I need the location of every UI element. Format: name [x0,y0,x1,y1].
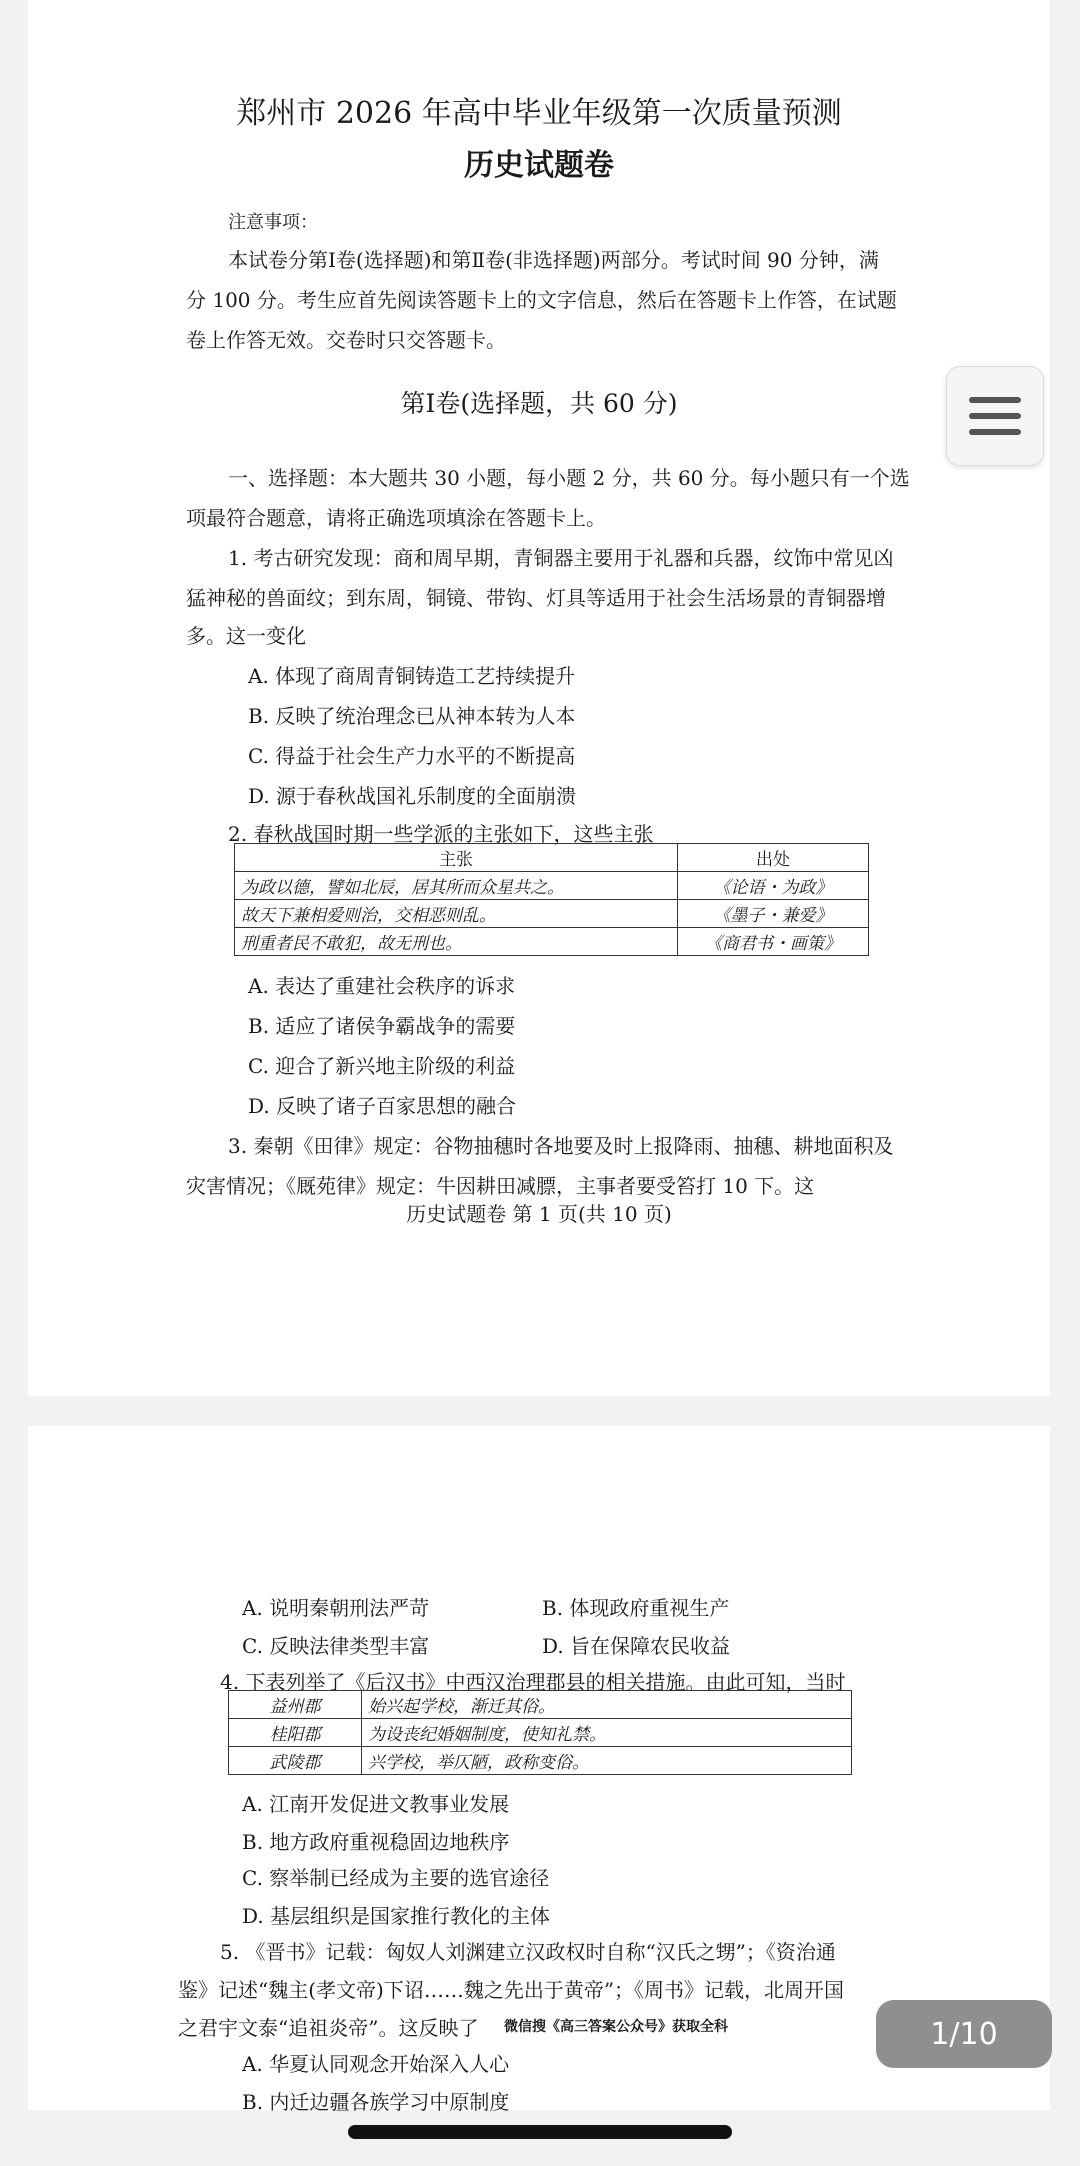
table-cell: 故天下兼相爱则治，交相恶则乱。 [235,900,678,928]
table-cell: 武陵郡 [229,1747,362,1775]
q1-option-d: D. 源于春秋战国礼乐制度的全面崩溃 [248,784,577,808]
table-cell: 兴学校，举仄陋，政称变俗。 [362,1747,852,1775]
q2-table [234,843,869,956]
q4-option-a: A. 江南开发促进文教事业发展 [242,1792,510,1816]
q1-stem-line: 1. 考古研究发现：商和周早期，青铜器主要用于礼器和兵器，纹饰中常见凶 [228,546,894,570]
table-header: 主张 [235,844,678,872]
table-cell: 益州郡 [229,1691,362,1719]
q5-option-a: A. 华夏认同观念开始深入人心 [242,2052,510,2076]
table-row [229,1719,852,1747]
q4-option-b: B. 地方政府重视稳固边地秩序 [242,1830,510,1854]
hamburger-menu-icon [969,397,1021,403]
table-cell: 始兴起学校，渐迁其俗。 [362,1691,852,1719]
q3-stem-line: 3. 秦朝《田律》规定：谷物抽穗时各地要及时上报降雨、抽穗、耕地面积及 [228,1134,894,1158]
hamburger-menu-button[interactable] [946,366,1044,466]
q5-option-b: B. 内迁边疆各族学习中原制度 [242,2090,510,2114]
table-cell: 《论语・为政》 [678,872,869,900]
q5-stem-line: 5. 《晋书》记载：匈奴人刘渊建立汉政权时自称“汉氏之甥”；《资治通 [220,1940,836,1964]
q1-option-a: A. 体现了商周青铜铸造工艺持续提升 [248,664,576,688]
table-row [235,872,869,900]
q1-option-b: B. 反映了统治理念已从神本转为人本 [248,704,576,728]
table-row [235,928,869,956]
q2-option-b: B. 适应了诸侯争霸战争的需要 [248,1014,516,1038]
q2-stem: 2. 春秋战国时期一些学派的主张如下，这些主张 [228,822,654,846]
q1-stem-line: 猛神秘的兽面纹；到东周，铜镜、带钩、灯具等适用于社会生活场景的青铜器增 [186,586,886,610]
instruction-line: 项最符合题意，请将正确选项填涂在答题卡上。 [186,506,606,530]
q4-table [228,1690,852,1775]
notice-line: 本试卷分第Ⅰ卷(选择题)和第Ⅱ卷(非选择题)两部分。考试时间 90 分钟，满 [228,248,879,272]
q4-option-c: C. 察举制已经成为主要的选官途径 [242,1866,550,1890]
q1-stem-line: 多。这一变化 [186,624,306,648]
q2-option-d: D. 反映了诸子百家思想的融合 [248,1094,517,1118]
q2-option-c: C. 迎合了新兴地主阶级的利益 [248,1054,516,1078]
notice-label: 注意事项： [228,212,318,233]
table-header-row [235,844,869,872]
table-row [229,1691,852,1719]
instruction-line: 一、选择题：本大题共 30 小题，每小题 2 分，共 60 分。每小题只有一个选 [228,466,910,490]
q2-option-a: A. 表达了重建社会秩序的诉求 [248,974,516,998]
table-cell: 刑重者民不敢犯，故无刑也。 [235,928,678,956]
home-indicator-bar[interactable] [348,2125,732,2139]
table-cell: 《商君书・画策》 [678,928,869,956]
q3-option-d: D. 旨在保障农民收益 [542,1634,731,1658]
table-header: 出处 [678,844,869,872]
q4-option-d: D. 基层组织是国家推行教化的主体 [242,1904,551,1928]
q4-stem: 4. 下表列举了《后汉书》中西汉治理郡县的相关措施。由此可知，当时 [220,1670,846,1694]
q3-stem-line: 灾害情况；《厩苑律》规定：牛因耕田减膘，主事者要受笞打 10 下。这 [186,1174,815,1198]
q5-stem-line: 鉴》记述“魏主(孝文帝)下诏……魏之先出于黄帝”；《周书》记载，北周开国 [178,1978,845,2002]
table-cell: 为政以德，譬如北辰，居其所而众星共之。 [235,872,678,900]
page-counter-badge[interactable]: 1/10 [876,2000,1052,2068]
exam-subtitle: 历史试题卷 [464,148,614,183]
q3-option-b: B. 体现政府重视生产 [542,1596,730,1620]
q1-option-c: C. 得益于社会生产力水平的不断提高 [248,744,576,768]
document-page-1 [28,0,1050,1396]
table-cell: 《墨子・兼爱》 [678,900,869,928]
table-cell: 为设丧纪婚姻制度，使知礼禁。 [362,1719,852,1747]
notice-line: 分 100 分。考生应首先阅读答题卡上的文字信息，然后在答题卡上作答，在试题 [186,288,897,312]
table-row [229,1747,852,1775]
q5-stem-line: 之君宇文泰“追祖炎帝”。这反映了 [178,2016,479,2040]
hamburger-menu-icon [969,429,1021,435]
hamburger-menu-icon [969,413,1021,419]
table-row [235,900,869,928]
q3-option-a: A. 说明秦朝刑法严苛 [242,1596,430,1620]
table-cell: 桂阳郡 [229,1719,362,1747]
page-footer: 历史试题卷 第 1 页(共 10 页) [406,1202,672,1226]
q3-option-c: C. 反映法律类型丰富 [242,1634,430,1658]
exam-title: 郑州市 2026 年高中毕业年级第一次质量预测 [236,96,842,131]
section-title: 第Ⅰ卷(选择题，共 60 分) [400,389,678,418]
notice-line: 卷上作答无效。交卷时只交答题卡。 [186,328,506,352]
watermark-text: 微信搜《高三答案公众号》获取全科 [504,2019,728,2035]
